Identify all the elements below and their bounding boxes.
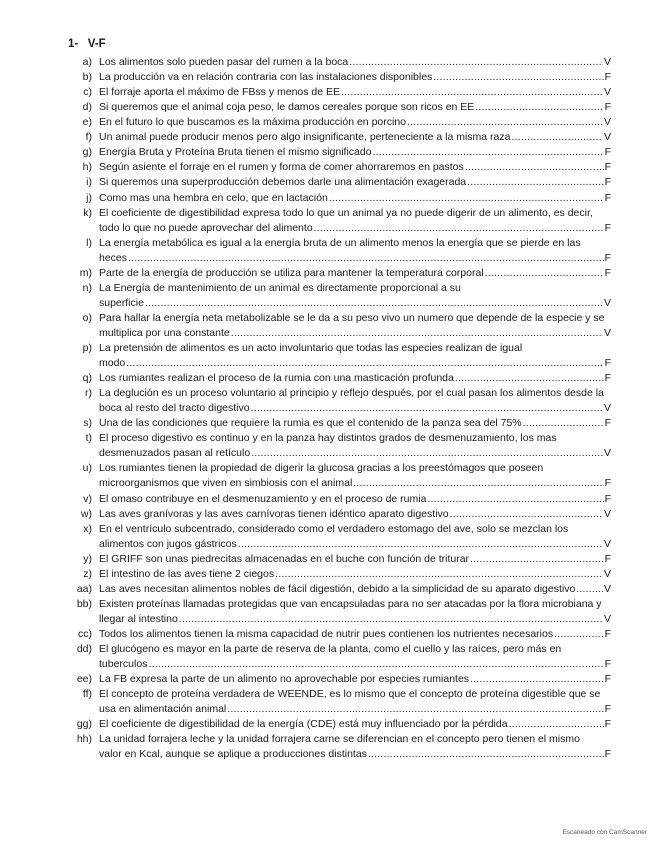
list-item [0, 717, 655, 732]
item-statement: El coeficiente de digestibilidad expresa todo lo que un animal ya no puede digerir de un alimento, es decir, [99, 206, 593, 219]
list-item [0, 145, 655, 160]
item-statement: El coeficiente de digestibilidad de la energía (CDE) está muy influenciado por la pérdida [99, 718, 508, 731]
item-statement-continued: multiplica por una constante [99, 326, 230, 339]
item-statement: Para hallar la energía neta metabolizable se le da a su peso vivo un numero que depende de la especie y se [99, 311, 605, 324]
item-answer-row [99, 70, 611, 84]
item-answer: V [603, 131, 611, 144]
dot-leader [227, 702, 603, 716]
item-answer-row [99, 657, 611, 671]
item-answer: V [603, 507, 611, 520]
item-answer-row [99, 476, 611, 490]
dot-leader [126, 356, 603, 370]
item-answer-row [99, 492, 611, 506]
item-answer: F [604, 552, 611, 565]
item-statement-continued: superficie [99, 296, 144, 309]
item-answer-row [99, 356, 611, 370]
list-item [0, 552, 655, 567]
item-statement-continued: modo [99, 357, 126, 370]
item-letter: l) [86, 236, 92, 249]
dot-leader [314, 221, 604, 235]
dot-leader [475, 100, 603, 114]
dot-leader [353, 476, 603, 490]
dot-leader [341, 85, 603, 99]
item-statement: El GRIFF son unas piedrecitas almacenadas en el buche con función de triturar [99, 552, 470, 565]
item-answer: V [603, 582, 611, 595]
item-answer-row [99, 130, 611, 144]
list-item [0, 100, 655, 115]
item-answer-row [99, 717, 611, 731]
dot-leader [470, 552, 604, 566]
item-statement: En el ventrículo subcentrado, considerado como el verdadero estomago del ave, solo se mezclan los [99, 522, 569, 535]
item-answer-row [99, 266, 611, 280]
item-answer: F [604, 748, 611, 761]
item-answer-row [99, 537, 611, 551]
item-letter: n) [82, 281, 92, 294]
item-answer-row [99, 567, 611, 581]
item-letter: f) [85, 131, 92, 144]
item-answer-row [99, 191, 611, 205]
item-statement-continued: tuberculos [99, 658, 148, 671]
dot-leader [329, 191, 604, 205]
dot-leader [554, 627, 603, 641]
item-statement-continued: alimentos con jugos gástricos [99, 537, 237, 550]
item-statement: El glucógeno es mayor en la parte de reserva de la planta, como el cuello y las raíces, pero más en [99, 643, 562, 655]
item-letter: r) [85, 387, 92, 400]
item-answer-row [99, 582, 611, 596]
item-letter: gg) [76, 718, 92, 731]
item-letter: d) [82, 101, 92, 114]
item-answer-row [99, 371, 611, 385]
item-statement: La deglución es un proceso voluntario al principio y reflejo después, por el cual pasan los alimentos desde la [99, 387, 604, 400]
dot-leader [145, 296, 603, 310]
item-statement: En el futuro lo que buscamos es la máxima producción en porcino [99, 116, 407, 129]
item-answer-row [99, 221, 611, 235]
item-answer: F [604, 191, 611, 204]
dot-leader [455, 371, 604, 385]
item-answer: F [604, 627, 611, 640]
item-statement: El proceso digestivo es continuo y en la panza hay distintos grados de desmenuzamiento, los mas [99, 432, 557, 445]
item-letter: q) [82, 372, 92, 385]
list-item [0, 416, 655, 431]
list-item [0, 85, 655, 100]
item-answer: V [603, 567, 611, 580]
item-letter: bb) [76, 597, 92, 610]
item-answer: F [604, 477, 611, 490]
list-item [0, 311, 655, 341]
list-item [0, 386, 655, 416]
dot-leader [148, 657, 603, 671]
item-letter: dd) [76, 643, 92, 655]
list-item [0, 431, 655, 461]
item-statement: Los alimentos solo pueden pasar del rumen a la boca [99, 56, 349, 68]
item-answer: F [604, 703, 611, 716]
dot-leader [238, 537, 603, 551]
list-item [0, 206, 655, 236]
dot-leader [523, 416, 604, 430]
dot-leader [576, 582, 603, 596]
item-statement: Las aves granívoras y las aves carnívoras tienen idéntico aparato digestivo [99, 507, 449, 520]
item-statement: El concepto de proteína verdadera de WEENDE, es lo mismo que el concepto de proteína digestible que se [99, 688, 601, 701]
scanner-watermark: Escaneado con CamScanner [562, 829, 647, 836]
item-letter: c) [83, 86, 92, 99]
item-letter: v) [83, 492, 92, 505]
item-statement: Una de las condiciones que requiere la rumia es que el contenido de la panza sea del 75% [99, 417, 522, 430]
item-answer: V [603, 447, 611, 460]
dot-leader [251, 446, 603, 460]
item-letter: z) [83, 567, 92, 580]
dot-leader [251, 401, 603, 415]
item-letter: u) [82, 462, 92, 475]
item-letter: p) [82, 342, 92, 354]
item-statement: El omaso contribuye en el desmenuzamiento y en el proceso de rumia [99, 492, 427, 505]
item-answer-row [99, 747, 611, 761]
item-answer: V [603, 116, 611, 129]
dot-leader [433, 70, 603, 84]
dot-leader [450, 507, 603, 521]
dot-leader [407, 115, 603, 129]
item-answer-row [99, 446, 611, 460]
item-statement-continued: usa en alimentación animal [99, 703, 227, 716]
item-answer-row [99, 612, 611, 626]
item-answer: F [604, 146, 611, 159]
list-item [0, 55, 655, 70]
item-statement-continued: microorganismos que viven en simbiosis con el animal [99, 477, 353, 490]
item-letter: x) [83, 522, 92, 535]
item-statement: Energía Bruta y Proteína Bruta tienen el mismo significado [99, 146, 372, 159]
item-answer: V [603, 402, 611, 415]
list-item [0, 266, 655, 281]
dot-leader [179, 612, 603, 626]
list-item [0, 191, 655, 206]
item-answer-row [99, 401, 611, 415]
item-statement: Si queremos una superproducción debemos darle una alimentación exagerada [99, 176, 467, 189]
item-letter: ff) [82, 688, 92, 701]
item-letter: t) [85, 432, 92, 445]
item-statement-continued: heces [99, 251, 128, 264]
list-item [0, 281, 655, 311]
item-letter: cc) [78, 627, 92, 640]
item-statement-continued: boca al resto del tracto digestivo [99, 402, 250, 415]
item-letter: y) [83, 552, 92, 565]
item-answer: V [603, 326, 611, 339]
item-answer-row [99, 145, 611, 159]
item-statement: Si queremos que el animal coja peso, le damos cereales porque son ricos en EE [99, 101, 475, 114]
item-answer: V [603, 56, 611, 68]
item-answer: F [604, 658, 611, 671]
item-answer-row [99, 326, 611, 340]
dot-leader [511, 130, 603, 144]
dot-leader [470, 672, 604, 686]
item-answer: F [604, 372, 611, 385]
dot-leader [128, 251, 604, 265]
item-letter: m) [79, 266, 92, 279]
item-answer-row [99, 627, 611, 641]
item-statement: Como mas una hembra en celo, que en lactación [99, 191, 328, 204]
item-answer: F [604, 251, 611, 264]
item-answer-row [99, 175, 611, 189]
item-answer: V [603, 296, 611, 309]
dot-leader [275, 567, 603, 581]
item-statement-continued: desmenuzados pasan al retículo [99, 447, 251, 460]
section-heading: 1- V-F [68, 38, 106, 50]
list-item [0, 507, 655, 522]
item-answer-row [99, 416, 611, 430]
item-answer: F [604, 221, 611, 234]
item-answer-row [99, 251, 611, 265]
item-answer-row [99, 507, 611, 521]
item-letter: aa) [76, 582, 92, 595]
item-answer: V [603, 537, 611, 550]
item-letter: g) [82, 146, 92, 159]
list-item [0, 567, 655, 582]
dot-leader [465, 160, 604, 174]
list-item [0, 130, 655, 145]
item-letter: hh) [76, 733, 92, 746]
item-answer-row [99, 55, 611, 69]
item-statement: El forraje aporta el máximo de FBss y menos de EE [99, 86, 341, 99]
list-item [0, 175, 655, 190]
item-answer-row [99, 552, 611, 566]
list-item [0, 642, 655, 672]
list-item [0, 687, 655, 717]
list-item [0, 371, 655, 386]
item-answer-row [99, 702, 611, 716]
item-letter: b) [82, 71, 92, 83]
item-answer-row [99, 100, 611, 114]
dot-leader [485, 266, 604, 280]
item-statement: Los rumiantes tienen la propiedad de digerir la glucosa gracias a los preestómagos que poseen [99, 462, 544, 475]
list-item [0, 115, 655, 130]
item-letter: o) [82, 311, 92, 324]
list-item [0, 341, 655, 371]
item-letter: s) [83, 417, 92, 430]
list-item [0, 627, 655, 642]
list-item [0, 70, 655, 85]
item-statement: La unidad forrajera leche y la unidad forrajera carne se diferencian en el concepto pero tienen el mismo [99, 733, 580, 746]
item-statement: La pretensión de alimentos es un acto involuntario que todas las especies realizan de igual [99, 342, 523, 354]
dot-leader [467, 175, 603, 189]
item-answer: F [604, 176, 611, 189]
item-statement-continued: valor en Kcal, aunque se aplique a producciones distintas [99, 748, 367, 761]
list-item [0, 582, 655, 597]
item-letter: a) [82, 56, 92, 68]
item-statement: La Energía de mantenimiento de un animal es directamente proporcional a su [99, 281, 461, 294]
item-answer: F [604, 673, 611, 686]
item-letter: w) [80, 507, 92, 520]
item-answer: F [604, 71, 611, 83]
dot-leader [349, 55, 603, 69]
item-statement-continued: todo lo que no puede aprovechar del alimento [99, 221, 313, 234]
item-letter: i) [86, 176, 92, 189]
item-letter: j) [86, 191, 92, 204]
dot-leader [368, 747, 604, 761]
item-statement: El intestino de las aves tiene 2 ciegos [99, 567, 275, 580]
dot-leader [427, 492, 603, 506]
item-answer-row [99, 85, 611, 99]
item-answer-row [99, 672, 611, 686]
item-answer: F [604, 161, 611, 174]
item-answer: F [604, 417, 611, 430]
item-letter: e) [82, 116, 92, 129]
item-statement: La producción va en relación contraria con las instalaciones disponibles [99, 71, 433, 83]
list-item [0, 522, 655, 552]
item-statement: Según asiente el forraje en el rumen y forma de comer ahorraremos en pastos [99, 161, 464, 174]
item-letter: h) [82, 161, 92, 174]
list-item [0, 492, 655, 507]
item-statement: Los rumiantes realizan el proceso de la rumia con una masticación profunda [99, 372, 454, 385]
list-item [0, 732, 655, 762]
item-answer: V [603, 612, 611, 625]
list-item [0, 597, 655, 627]
dot-leader [231, 326, 603, 340]
dot-leader [509, 717, 604, 731]
item-answer-row [99, 160, 611, 174]
item-answer: V [603, 86, 611, 99]
item-answer: F [604, 492, 611, 505]
item-statement: Un animal puede producir menos pero algo insignificante, perteneciente a la misma raza [99, 131, 511, 144]
item-answer-row [99, 115, 611, 129]
list-item [0, 160, 655, 175]
item-answer: F [604, 266, 611, 279]
item-statement: Las aves necesitan alimentos nobles de fácil digestión, debido a la simplicidad de su aparato digestivo [99, 582, 576, 595]
item-statement: Todos los alimentos tienen la misma capacidad de nutrir pues contienen los nutrientes necesarios [99, 627, 554, 640]
item-statement-continued: llegar al intestino [99, 612, 178, 625]
list-item [0, 461, 655, 491]
item-answer-row [99, 296, 611, 310]
item-statement: La energía metabólica es igual a la energía bruta de un alimento menos la energía que se pierde en las [99, 236, 581, 249]
item-answer: F [604, 718, 611, 731]
item-statement: La FB expresa la parte de un alimento no aprovechable por especies rumiantes [99, 673, 470, 686]
dot-leader [373, 145, 604, 159]
item-statement: Parte de la energía de producción se utiliza para mantener la temperatura corporal [99, 266, 484, 279]
item-statement: Existen proteínas llamadas protegidas que van encapsuladas para no ser atacadas por la flora microbiana y [99, 597, 602, 610]
item-letter: ee) [76, 673, 92, 686]
list-item [0, 672, 655, 687]
list-item [0, 236, 655, 266]
item-answer: F [604, 101, 611, 114]
item-answer: F [604, 357, 611, 370]
item-letter: k) [83, 206, 92, 219]
